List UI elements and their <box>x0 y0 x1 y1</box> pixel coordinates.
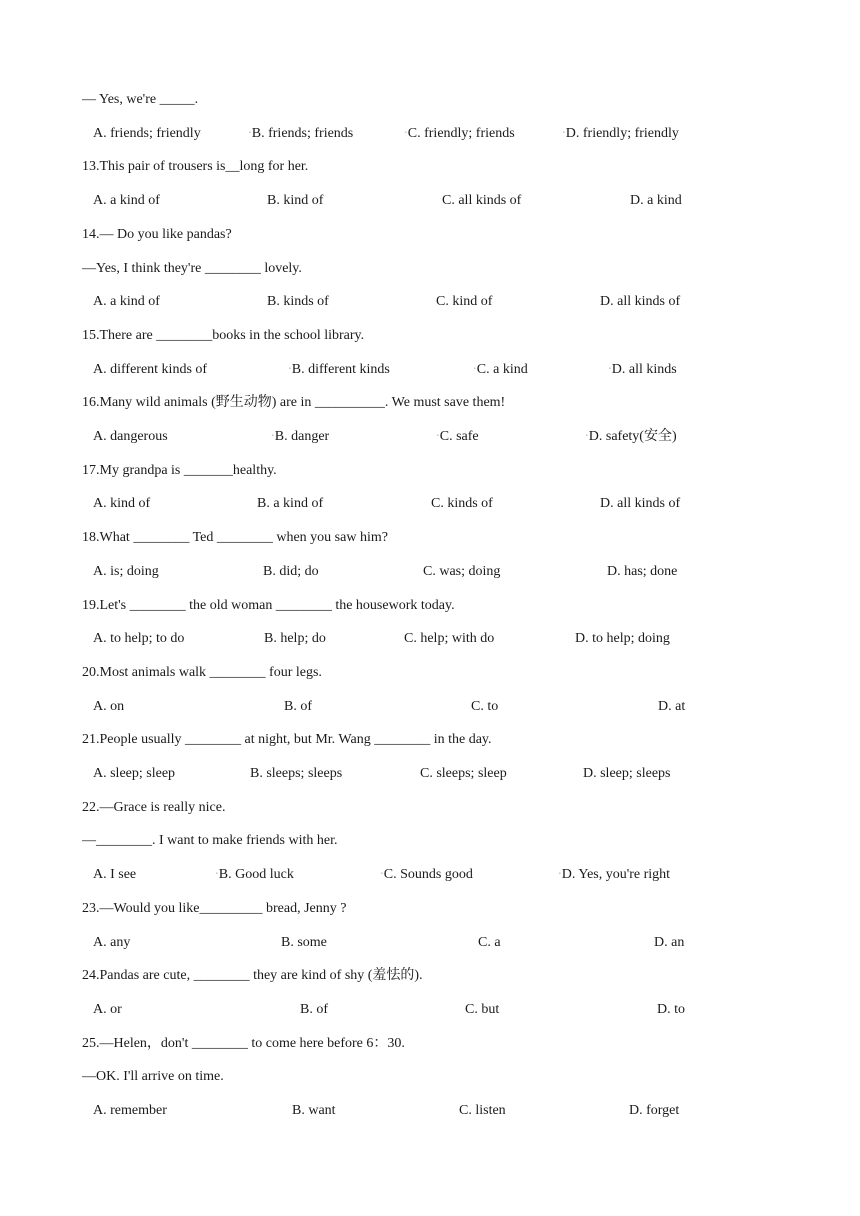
answer-option-b <box>250 765 342 783</box>
option-text: A. friends; friendly <box>93 126 201 141</box>
option-marker-icon: • <box>559 872 561 877</box>
option-text: C. a kind <box>476 362 528 377</box>
answer-option-c <box>420 765 507 783</box>
option-text: C. to <box>471 699 499 714</box>
option-text: B. help; do <box>264 631 326 646</box>
option-text: A. sleep; sleep <box>93 766 176 781</box>
answer-option-d <box>629 1102 679 1120</box>
question-line: 17.My grandpa is _______healthy. <box>82 463 277 478</box>
option-text: A. to help; to do <box>93 631 185 646</box>
question-line: 25.—Helen，don't ________ to come here before 6：30. <box>82 1036 405 1051</box>
question-line: 16.Many wild animals (野生动物) are in __________. We must save them! <box>82 395 506 410</box>
option-text: C. friendly; friends <box>407 126 515 141</box>
option-text: A. any <box>93 935 131 950</box>
option-text: D. safety(安全) <box>588 429 677 444</box>
option-marker-icon: • <box>289 367 291 372</box>
option-text: D. to <box>657 1002 685 1017</box>
option-text: B. different kinds <box>291 362 390 377</box>
option-text: A. remember <box>93 1103 167 1118</box>
option-text: B. of <box>300 1002 328 1017</box>
option-text: A. on <box>93 699 125 714</box>
answer-option-c <box>381 866 473 884</box>
answer-option-c <box>459 1102 506 1120</box>
option-text: B. Good luck <box>218 867 294 882</box>
answer-option-a <box>93 495 150 513</box>
answer-option-d <box>630 192 682 210</box>
option-marker-icon: • <box>405 131 407 136</box>
answer-option-a <box>93 630 184 648</box>
answer-option-c <box>437 428 479 446</box>
option-text: B. did; do <box>263 564 319 579</box>
question-line: 20.Most animals walk ________ four legs. <box>82 665 322 680</box>
question-line: 14.— Do you like pandas? <box>82 227 232 242</box>
answer-option-d <box>600 495 680 513</box>
option-text: C. listen <box>459 1103 506 1118</box>
answer-option-b <box>272 428 329 446</box>
option-text: C. safe <box>439 429 479 444</box>
answer-option-d <box>654 934 684 952</box>
answer-option-a <box>93 934 130 952</box>
option-marker-icon: • <box>586 434 588 439</box>
option-text: A. is; doing <box>93 564 159 579</box>
answer-option-c <box>442 192 521 210</box>
question-line: 21.People usually ________ at night, but Mr. Wang ________ in the day. <box>82 732 492 747</box>
option-text: A. different kinds of <box>93 362 208 377</box>
answer-option-b <box>289 361 390 379</box>
answer-option-d <box>559 866 670 884</box>
option-text: B. danger <box>274 429 330 444</box>
answer-option-a <box>93 563 159 581</box>
option-text: C. kind of <box>436 294 493 309</box>
option-text: C. kinds of <box>431 496 493 511</box>
question-line: —OK. I'll arrive on time. <box>82 1069 224 1084</box>
option-text: C. sleeps; sleep <box>420 766 507 781</box>
option-text: A. dangerous <box>93 429 168 444</box>
option-text: B. friends; friends <box>251 126 354 141</box>
answer-option-c <box>471 698 498 716</box>
question-line: — Yes, we're _____. <box>82 92 199 107</box>
answer-option-b <box>263 563 319 581</box>
answer-option-b <box>281 934 327 952</box>
option-text: A. or <box>93 1002 122 1017</box>
answer-option-c <box>404 630 494 648</box>
option-text: C. a <box>478 935 501 950</box>
answer-option-a <box>93 765 175 783</box>
answer-option-b <box>264 630 326 648</box>
option-marker-icon: • <box>249 131 251 136</box>
answer-option-a <box>93 293 160 311</box>
question-line: 19.Let's ________ the old woman ________ the housework today. <box>82 598 455 613</box>
option-text: B. kind of <box>267 193 324 208</box>
answer-option-c <box>423 563 500 581</box>
option-text: D. has; done <box>607 564 678 579</box>
question-line: 24.Pandas are cute, ________ they are kind of shy (羞怯的). <box>82 968 423 983</box>
option-text: D. forget <box>629 1103 680 1118</box>
option-text: B. kinds of <box>267 294 329 309</box>
answer-option-d <box>575 630 670 648</box>
answer-option-c <box>431 495 493 513</box>
question-line: 22.—Grace is really nice. <box>82 800 226 815</box>
option-marker-icon: • <box>381 872 383 877</box>
answer-option-d <box>609 361 677 379</box>
option-marker-icon: • <box>216 872 218 877</box>
answer-option-b <box>284 698 312 716</box>
question-line: —________. I want to make friends with her. <box>82 833 338 848</box>
question-line: 23.—Would you like_________ bread, Jenny ? <box>82 901 347 916</box>
option-text: C. but <box>465 1002 500 1017</box>
option-text: D. sleep; sleeps <box>583 766 671 781</box>
answer-option-d <box>586 428 677 446</box>
answer-option-c <box>405 125 515 143</box>
answer-option-d <box>583 765 670 783</box>
answer-option-a <box>93 192 160 210</box>
answer-option-b <box>249 125 353 143</box>
answer-option-d <box>600 293 680 311</box>
answer-option-b <box>267 293 329 311</box>
answer-option-a <box>93 698 124 716</box>
option-text: C. all kinds of <box>442 193 522 208</box>
answer-option-a <box>93 1102 167 1120</box>
option-text: D. at <box>658 699 686 714</box>
question-line: 15.There are ________books in the school library. <box>82 328 365 343</box>
option-text: A. a kind of <box>93 193 160 208</box>
option-marker-icon: • <box>609 367 611 372</box>
option-marker-icon: • <box>272 434 274 439</box>
option-text: D. friendly; friendly <box>565 126 679 141</box>
option-text: C. was; doing <box>423 564 501 579</box>
option-text: B. of <box>284 699 312 714</box>
answer-option-a <box>93 125 201 143</box>
option-text: D. an <box>654 935 685 950</box>
option-text: D. to help; doing <box>575 631 670 646</box>
answer-option-b <box>216 866 294 884</box>
answer-option-d <box>658 698 685 716</box>
option-text: B. some <box>281 935 327 950</box>
option-text: B. a kind of <box>257 496 324 511</box>
option-text: A. I see <box>93 867 137 882</box>
answer-option-a <box>93 428 168 446</box>
answer-option-b <box>267 192 323 210</box>
option-text: D. a kind <box>630 193 682 208</box>
answer-option-c <box>436 293 492 311</box>
answer-option-c <box>465 1001 499 1019</box>
question-line: 13.This pair of trousers is__long for her. <box>82 159 309 174</box>
option-marker-icon: • <box>437 434 439 439</box>
answer-option-c <box>478 934 501 952</box>
option-text: B. sleeps; sleeps <box>250 766 343 781</box>
option-text: D. all kinds of <box>600 496 681 511</box>
option-text: C. help; with do <box>404 631 495 646</box>
answer-option-d <box>607 563 677 581</box>
question-line: 18.What ________ Ted ________ when you saw him? <box>82 530 388 545</box>
option-text: B. want <box>292 1103 336 1118</box>
answer-option-b <box>300 1001 328 1019</box>
option-marker-icon: • <box>563 131 565 136</box>
answer-option-c <box>474 361 528 379</box>
answer-option-d <box>563 125 679 143</box>
answer-option-a <box>93 361 207 379</box>
answer-option-a <box>93 1001 122 1019</box>
option-text: C. Sounds good <box>383 867 473 882</box>
question-line: —Yes, I think they're ________ lovely. <box>82 261 302 276</box>
answer-option-d <box>657 1001 685 1019</box>
answer-option-a <box>93 866 136 884</box>
option-text: D. all kinds of <box>600 294 681 309</box>
option-text: A. a kind of <box>93 294 160 309</box>
answer-option-b <box>292 1102 336 1120</box>
option-text: A. kind of <box>93 496 151 511</box>
option-marker-icon: • <box>474 367 476 372</box>
answer-option-b <box>257 495 323 513</box>
option-text: D. all kinds <box>611 362 677 377</box>
option-text: D. Yes, you're right <box>561 867 671 882</box>
